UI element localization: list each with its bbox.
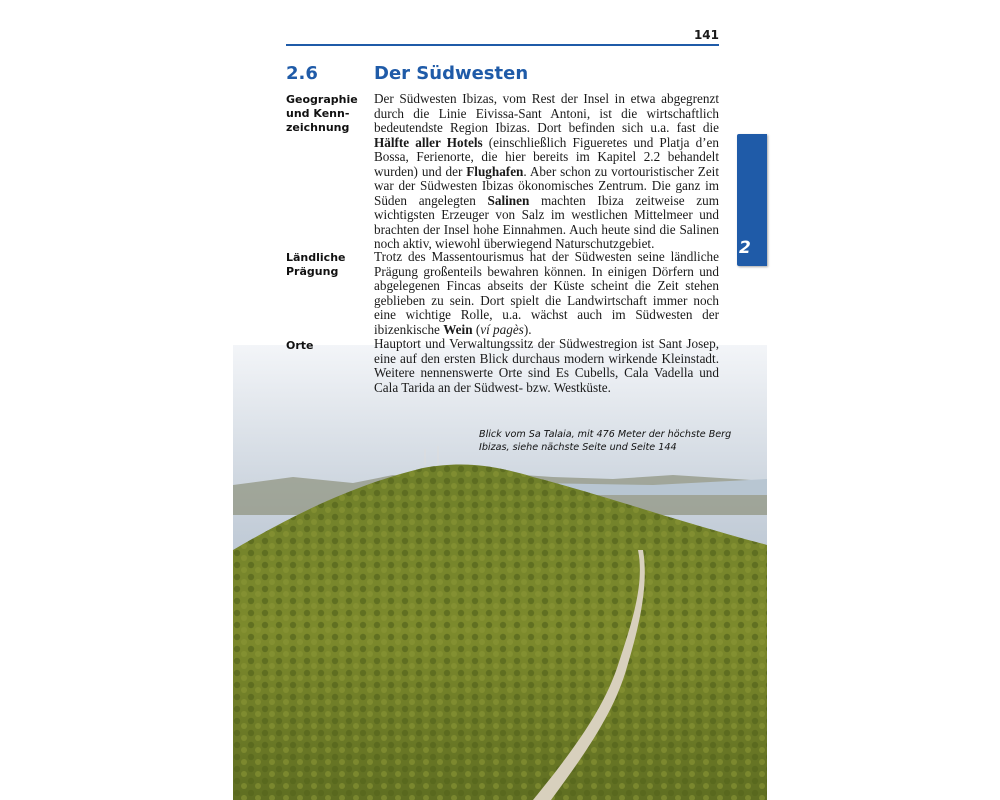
photo-caption: Blick vom Sa Talaia, mit 476 Meter der höchste Berg Ibizas, siehe nächste Seite und Seite 144 <box>479 429 732 453</box>
emphasis-text: Flughafen <box>466 163 524 179</box>
paragraph-text: ( <box>472 321 481 337</box>
paragraph-text: Der Südwesten Ibizas, vom Rest der Insel in etwa abgegrenzt durch die Linie Eivissa-Sant Antoni, ist die wirtschaftlich bedeutendste Region Ibizas. Dort befinden sich u.a. fast die <box>374 91 719 135</box>
margin-label-text: Orte <box>286 339 314 352</box>
emphasis-text: Salinen <box>487 192 530 208</box>
paragraph-text: . Aber schon zu vortouristischer Zeit war der Südwesten Ibizas ökonomisches Zentrum. Die ganz im Süden angelegten <box>374 163 719 208</box>
paragraph-text: ). <box>523 321 532 337</box>
paragraph-text: Hauptort und Verwaltungssitz der Südwestregion ist Sant Josep, eine auf den ersten Blick durchaus modern wirkende Kleinstadt. Weitere nennenswerte Orte sind Es Cubells, Cala Vadella und Cala Tarida an der Südwest- bzw. Westküste. <box>374 336 719 395</box>
page-number: 141 <box>693 28 719 42</box>
paragraph-text: ví pagès <box>480 321 524 337</box>
margin-label-geographie <box>286 93 366 135</box>
paragraph-text: machten Ibiza zeitweise zum wichtigsten Erzeuger von Salz im westlichen Mittelmeer und brachten der Insel hohe Einnahmen. Auch heute sind die Salinen noch aktiv, wiewohl überwiegend Naturschutzgebiet. <box>374 192 719 251</box>
section-number: 2.6 <box>286 63 318 84</box>
landscape-photo <box>233 345 767 800</box>
emphasis-text: Hälfte aller Hotels <box>374 134 483 150</box>
paragraph-laendliche-praegung <box>374 250 719 337</box>
emphasis-text: Wein <box>443 321 473 337</box>
margin-label-laendliche-praegung <box>286 251 366 279</box>
margin-label-orte <box>286 339 366 353</box>
paragraph-orte <box>374 337 719 395</box>
section-title: Der Südwesten <box>374 63 529 84</box>
header-rule <box>286 44 719 46</box>
margin-label-text: Geographie und Kenn- zeichnung <box>286 93 358 134</box>
paragraph-text: Trotz des Massentourismus hat der Südwesten seine ländliche Prägung großenteils bewahren können. In einigen Dörfern und abgelegenen Fincas abseits der Küste scheint die Zeit stehen geblieben zu sein. Dort spielt die Landwirtschaft immer noch eine wichtige Rolle, u.a. wächst auch im Südwesten der ibizenkische <box>374 249 719 337</box>
margin-label-text: Ländliche Prägung <box>286 251 346 278</box>
paragraph-geographie <box>374 92 719 252</box>
chapter-number: 2 <box>739 238 751 258</box>
paragraph-text: (einschließlich Figueretes und Platja d’en Bossa, Ferienorte, die hier bereits im Kapitel 2.2 behandelt wurden) und der <box>374 134 720 179</box>
